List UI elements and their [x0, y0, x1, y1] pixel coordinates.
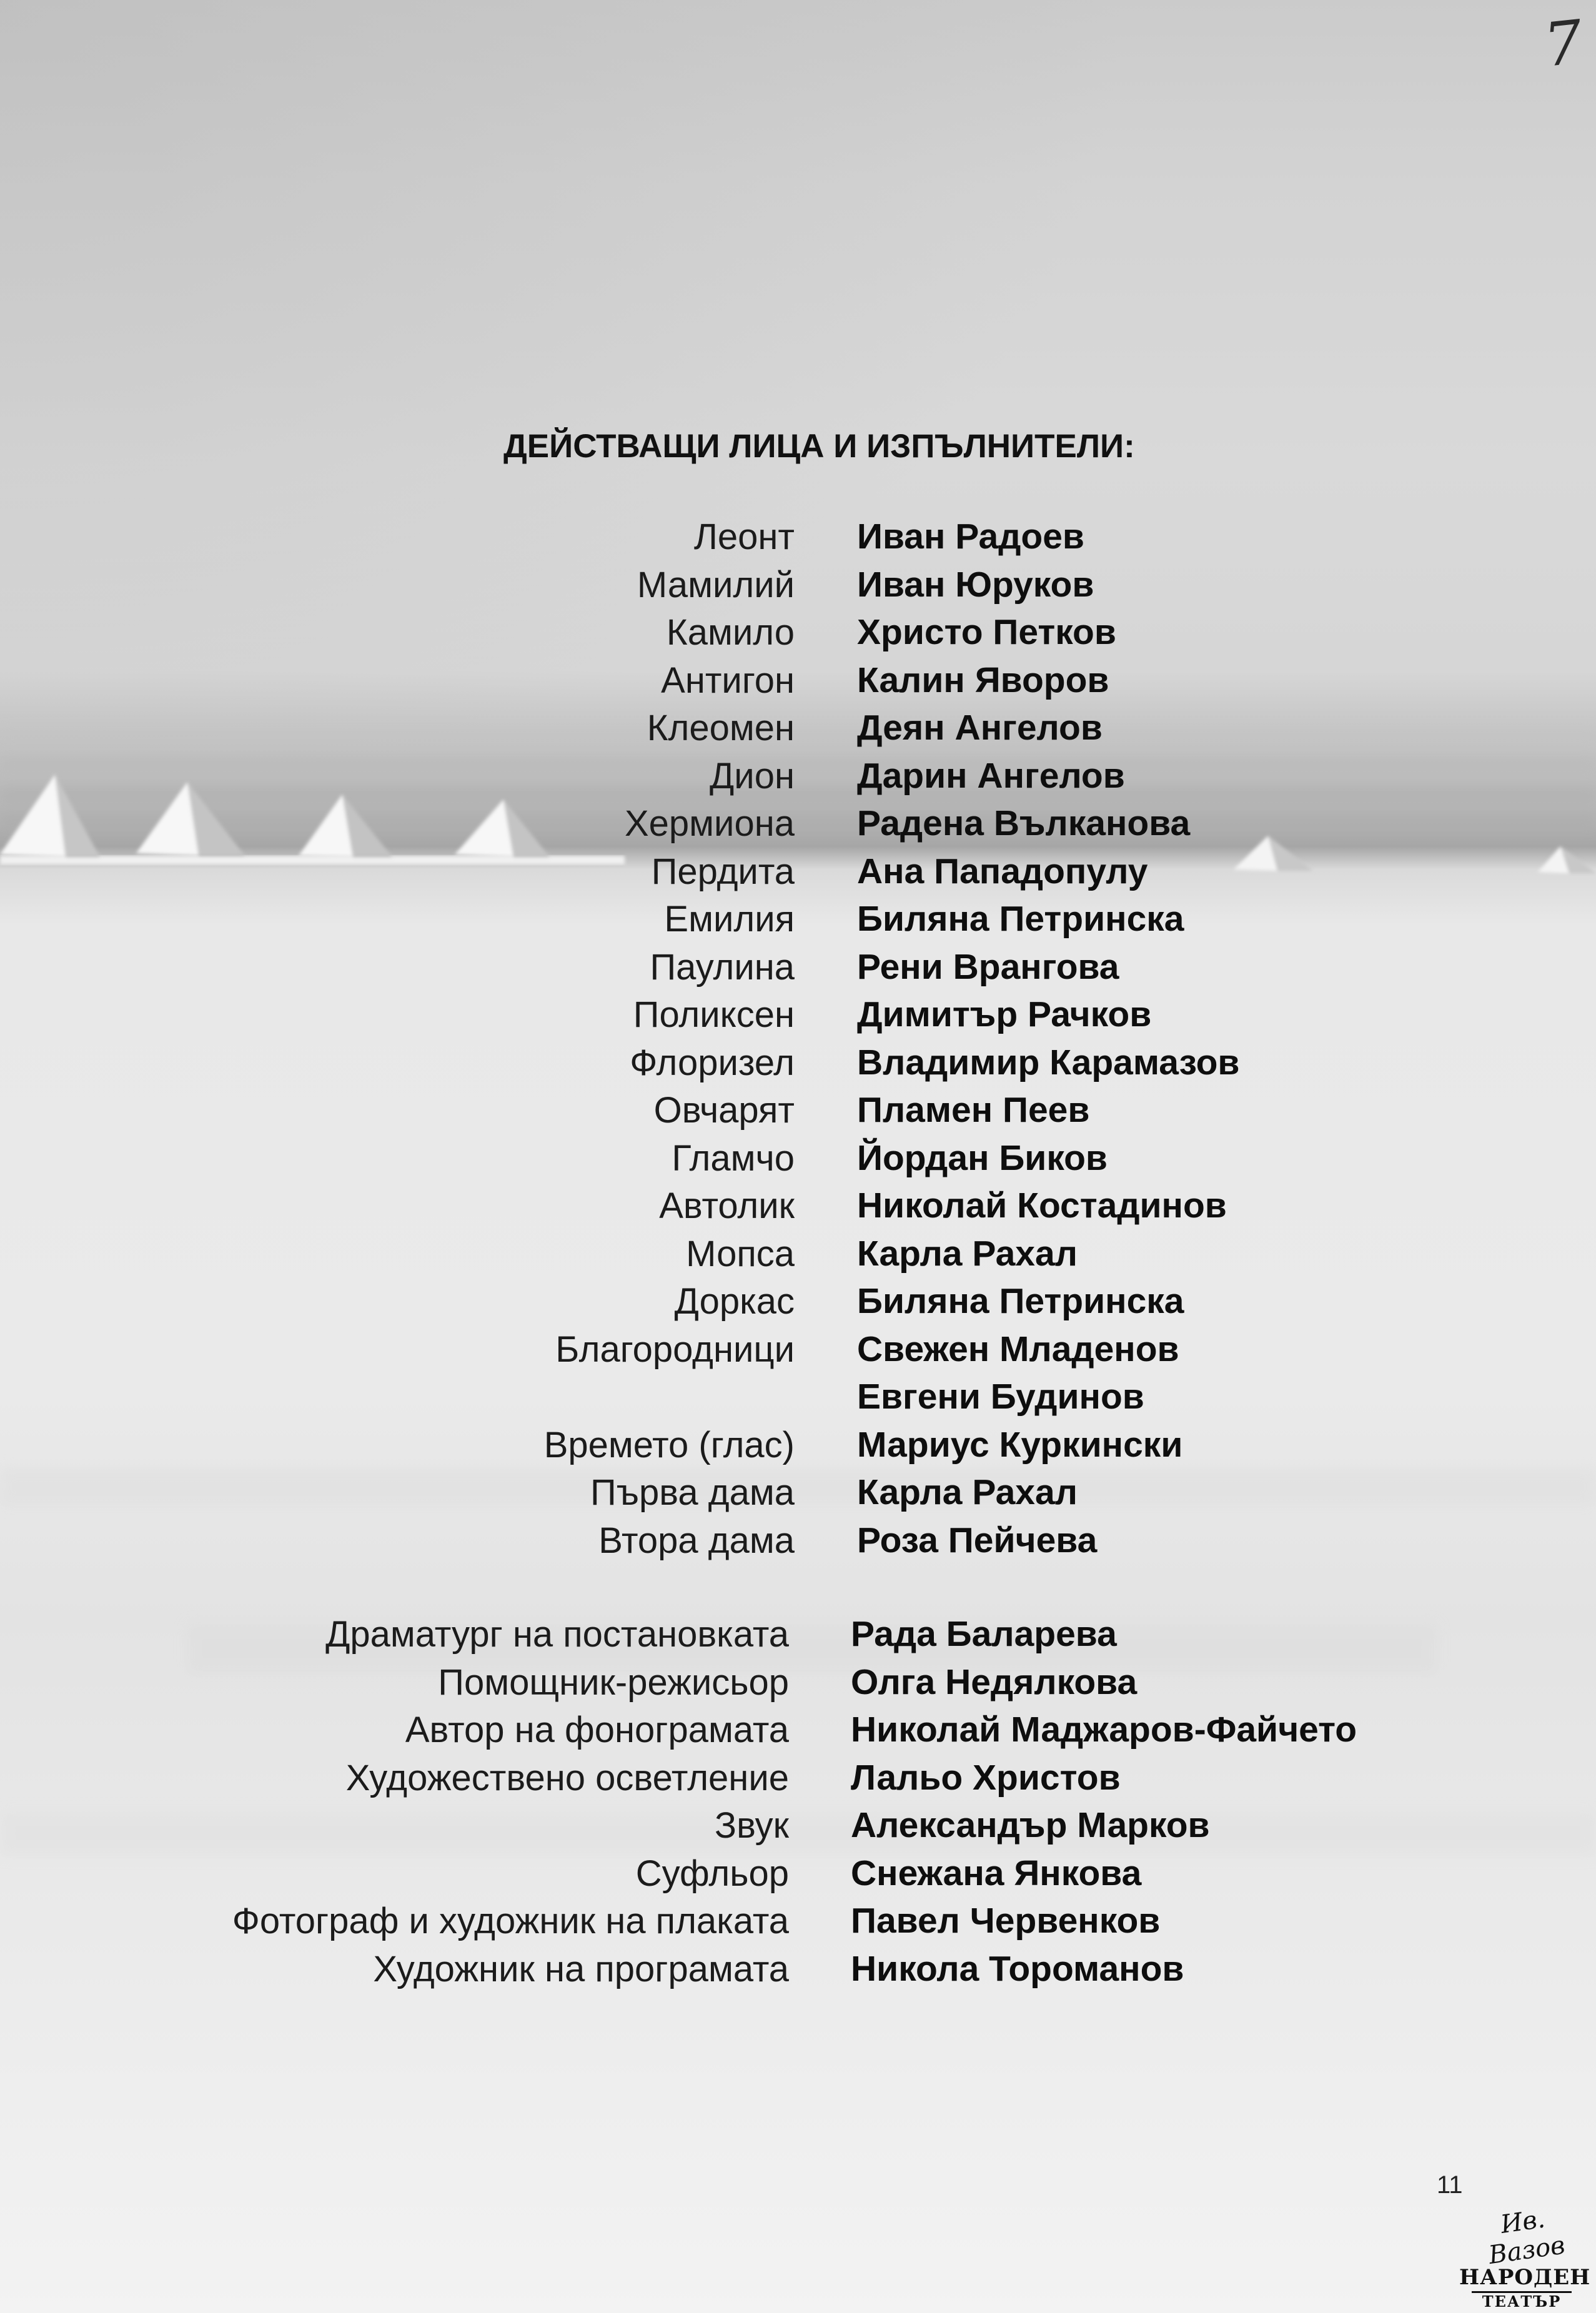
character-name: Паулина — [650, 946, 795, 988]
cast-row — [0, 1329, 1596, 1377]
crew-row — [0, 1853, 1596, 1901]
actor-name: Роза Пейчева — [857, 1520, 1098, 1560]
character-name: Втора дама — [598, 1520, 795, 1561]
cast-row — [0, 1185, 1596, 1233]
cast-row — [0, 1424, 1596, 1472]
actor-name: Карла Рахал — [857, 1233, 1078, 1274]
crew-name: Лальо Христов — [851, 1757, 1121, 1798]
logo-title: НАРОДЕН — [1459, 2265, 1591, 2290]
page-number: 11 — [1437, 2171, 1463, 2199]
character-name: Клеомен — [647, 708, 795, 748]
cast-row — [0, 851, 1596, 899]
character-name: Първа дама — [590, 1472, 795, 1513]
crew-name: Павел Червенков — [851, 1901, 1161, 1941]
crew-row — [0, 1709, 1596, 1757]
cast-row — [0, 1042, 1596, 1090]
character-name: Благородници — [555, 1329, 795, 1370]
cast-row — [0, 803, 1596, 851]
actor-name: Мариус Куркински — [857, 1424, 1183, 1465]
handwritten-page-mark: 7 — [1540, 7, 1586, 81]
actor-name: Иван Радоев — [857, 517, 1084, 557]
logo-signature: Ив. Вазов — [1487, 2204, 1567, 2271]
actor-name: Ана Пападопулу — [857, 851, 1148, 891]
crew-name: Олга Недялкова — [851, 1662, 1138, 1702]
actor-name: Рени Врангова — [857, 946, 1119, 987]
character-name: Антигон — [661, 660, 795, 701]
cast-row — [0, 755, 1596, 803]
crew-name: Александър Марков — [851, 1805, 1210, 1845]
actor-name: Биляна Петринска — [857, 899, 1184, 939]
logo-subtitle: ТЕАТЪР — [1472, 2291, 1572, 2311]
character-name: Пердита — [651, 851, 795, 892]
crew-row — [0, 1805, 1596, 1853]
cast-row — [0, 660, 1596, 708]
character-name: Мамилий — [637, 564, 795, 605]
actor-name: Свежен Младенов — [857, 1329, 1179, 1369]
crew-row — [0, 1900, 1596, 1948]
character-name: Мопса — [686, 1233, 795, 1274]
character-name: Поликсен — [633, 994, 795, 1035]
character-name: Камило — [666, 612, 795, 653]
crew-role: Автор на фонограмата — [405, 1710, 789, 1750]
cast-row — [0, 1089, 1596, 1137]
crew-role: Художествено осветление — [345, 1757, 789, 1798]
national-theatre-logo — [1459, 2204, 1591, 2311]
character-name: Доркас — [674, 1281, 795, 1322]
actor-name: Владимир Карамазов — [857, 1042, 1240, 1082]
crew-row — [0, 1613, 1596, 1662]
crew-role: Художник на програмата — [373, 1948, 789, 1989]
character-name: Овчарят — [653, 1090, 795, 1131]
character-name: Времето (глас) — [543, 1424, 795, 1465]
actor-name: Димитър Рачков — [857, 994, 1152, 1034]
crew-name: Никола Тороманов — [851, 1948, 1184, 1989]
character-name: Гламчо — [672, 1137, 795, 1179]
actor-name: Карла Рахал — [857, 1472, 1078, 1512]
actor-name: Биляна Петринска — [857, 1281, 1184, 1321]
cast-row — [0, 1280, 1596, 1329]
character-name: Флоризел — [630, 1042, 795, 1083]
actor-name: Йордан Биков — [857, 1137, 1108, 1178]
cast-row — [0, 1520, 1596, 1568]
character-name-empty — [0, 1376, 795, 1424]
crew-name: Рада Баларева — [851, 1614, 1117, 1654]
crew-name: Николай Маджаров-Файчето — [851, 1710, 1357, 1750]
character-name: Автолик — [659, 1186, 795, 1226]
character-name: Емилия — [664, 899, 795, 939]
character-name: Дион — [710, 755, 795, 796]
actor-name: Дарин Ангелов — [857, 755, 1125, 796]
character-name: Леонт — [693, 517, 795, 557]
cast-row — [0, 516, 1596, 564]
cast-row — [0, 1376, 1596, 1424]
cast-row — [0, 612, 1596, 660]
crew-row — [0, 1757, 1596, 1805]
crew-name: Снежана Янкова — [851, 1853, 1142, 1893]
crew-list — [0, 1613, 1596, 1996]
crew-role: Суфльор — [635, 1853, 789, 1894]
actor-name: Евгени Будинов — [857, 1377, 1144, 1417]
cast-row — [0, 1233, 1596, 1281]
crew-row — [0, 1662, 1596, 1710]
crew-role: Фотограф и художник на плаката — [232, 1901, 789, 1941]
cast-row — [0, 994, 1596, 1042]
crew-role: Помощник-режисьор — [438, 1662, 789, 1703]
cast-row — [0, 898, 1596, 946]
cast-row — [0, 946, 1596, 994]
cast-list — [0, 516, 1596, 1567]
cast-row — [0, 564, 1596, 612]
cast-row — [0, 707, 1596, 755]
crew-role: Драматург на постановката — [325, 1614, 789, 1655]
actor-name: Пламен Пеев — [857, 1090, 1090, 1130]
actor-name: Радена Вълканова — [857, 803, 1191, 843]
actor-name: Христо Петков — [857, 612, 1116, 652]
actor-name: Иван Юруков — [857, 564, 1094, 605]
crew-row — [0, 1948, 1596, 1996]
character-name: Хермиона — [624, 803, 795, 844]
actor-name: Калин Яворов — [857, 660, 1109, 700]
crew-role: Звук — [715, 1805, 789, 1846]
cast-row — [0, 1137, 1596, 1186]
actor-name: Николай Костадинов — [857, 1186, 1227, 1226]
actor-name: Деян Ангелов — [857, 708, 1103, 748]
page-title: ДЕЙСТВАЩИ ЛИЦА И ИЗПЪЛНИТЕЛИ: — [503, 428, 1135, 465]
cast-row — [0, 1472, 1596, 1520]
